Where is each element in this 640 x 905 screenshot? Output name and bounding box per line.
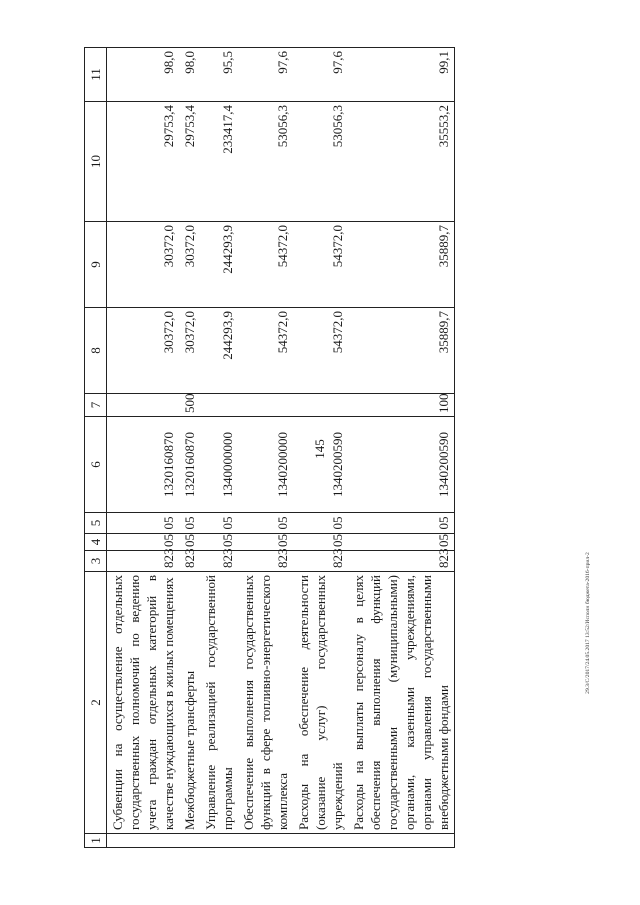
expense-type-code: 500 [179, 394, 200, 417]
execution-percent: 97,6 [238, 48, 293, 102]
header-cell-10: 10 [85, 102, 107, 222]
expense-type-code: 100 [348, 394, 455, 417]
section-code: 05 [107, 534, 180, 551]
target-article-code: 1340200000 [238, 417, 293, 513]
plan-amount: 54372,0 [293, 308, 348, 394]
row-number-cell [107, 834, 180, 848]
header-cell-4: 4 [85, 534, 107, 551]
row-name: Управление реализацией государственной программы [200, 572, 238, 834]
target-article-code: 1340200590 [293, 417, 348, 513]
expense-type-code [293, 394, 348, 417]
header-row [85, 48, 107, 848]
execution-percent: 95,5 [200, 48, 238, 102]
table-row [238, 48, 293, 848]
plan-amount: 35889,7 [348, 308, 455, 394]
header-cell-5: 5 [85, 513, 107, 534]
subsection-code: 05 [348, 513, 455, 534]
header-cell-7: 7 [85, 394, 107, 417]
subsection-code: 05 [293, 513, 348, 534]
approved-amount: 244293,9 [200, 222, 238, 308]
execution-percent: 97,6 [293, 48, 348, 102]
subsection-code: 05 [107, 513, 180, 534]
approved-amount: 54372,0 [293, 222, 348, 308]
table-row [179, 48, 200, 848]
budget-table [84, 47, 455, 848]
row-name: Обеспечение выполнения государственных функций в сфере топливно-энергетического комплекса [238, 572, 293, 834]
subsection-code: 05 [200, 513, 238, 534]
approved-amount: 30372,0 [179, 222, 200, 308]
row-number-cell [200, 834, 238, 848]
section-code: 05 [238, 534, 293, 551]
approved-amount: 54372,0 [238, 222, 293, 308]
execution-percent: 99,1 [348, 48, 455, 102]
row-number-cell [348, 834, 455, 848]
header-cell-1: 1 [85, 834, 107, 848]
ved-code: 823 [348, 551, 455, 572]
section-code: 05 [293, 534, 348, 551]
executed-amount: 35553,2 [348, 102, 455, 222]
header-cell-9: 9 [85, 222, 107, 308]
executed-amount: 29753,4 [107, 102, 180, 222]
executed-amount: 233417,4 [200, 102, 238, 222]
subsection-code: 05 [179, 513, 200, 534]
footer-code: 29.3/C/2017/24.05.2017 13:52/Исполн бюджета-2016-прил-2 [585, 552, 591, 694]
target-article-code: 1340200590 [348, 417, 455, 513]
ved-code: 823 [107, 551, 180, 572]
header-cell-6: 6 [85, 417, 107, 513]
execution-percent: 98,0 [107, 48, 180, 102]
header-cell-3: 3 [85, 551, 107, 572]
plan-amount: 30372,0 [179, 308, 200, 394]
subsection-code: 05 [238, 513, 293, 534]
section-code: 05 [348, 534, 455, 551]
header-cell-11: 11 [85, 48, 107, 102]
table-row [293, 48, 348, 848]
section-code: 05 [179, 534, 200, 551]
ved-code: 823 [293, 551, 348, 572]
target-article-code: 1320160870 [107, 417, 180, 513]
table-row [348, 48, 455, 848]
budget-table-container [84, 48, 616, 848]
row-number-cell [238, 834, 293, 848]
execution-percent: 98,0 [179, 48, 200, 102]
header-cell-2: 2 [85, 572, 107, 834]
row-name: Расходы на обеспечение деятельности (оказание услуг) государственных учреждений [293, 572, 348, 834]
row-number-cell [179, 834, 200, 848]
row-number-cell [293, 834, 348, 848]
ved-code: 823 [200, 551, 238, 572]
expense-type-code [200, 394, 238, 417]
plan-amount: 54372,0 [238, 308, 293, 394]
executed-amount: 29753,4 [179, 102, 200, 222]
plan-amount: 244293,9 [200, 308, 238, 394]
page-number: 145 [312, 439, 327, 459]
expense-type-code [238, 394, 293, 417]
header-cell-8: 8 [85, 308, 107, 394]
approved-amount: 30372,0 [107, 222, 180, 308]
row-name: Субвенции на осуществление отдельных государственных полномочий по ведению учета граждан отдельных категорий в качестве нуждающихся в жилых помещениях [107, 572, 180, 834]
target-article-code: 1340000000 [200, 417, 238, 513]
approved-amount: 35889,7 [348, 222, 455, 308]
executed-amount: 53056,3 [238, 102, 293, 222]
executed-amount: 53056,3 [293, 102, 348, 222]
plan-amount: 30372,0 [107, 308, 180, 394]
table-row [200, 48, 238, 848]
table-row [107, 48, 180, 848]
row-name: Расходы на выплаты персоналу в целях обеспечения выполнения функций государственными (муниципальными) органами, казенными учреждениями, органами управления государственными внебюджетными фондами [348, 572, 455, 834]
ved-code: 823 [238, 551, 293, 572]
row-name: Межбюджетные трансферты [179, 572, 200, 834]
section-code: 05 [200, 534, 238, 551]
ved-code: 823 [179, 551, 200, 572]
expense-type-code [107, 394, 180, 417]
target-article-code: 1320160870 [179, 417, 200, 513]
